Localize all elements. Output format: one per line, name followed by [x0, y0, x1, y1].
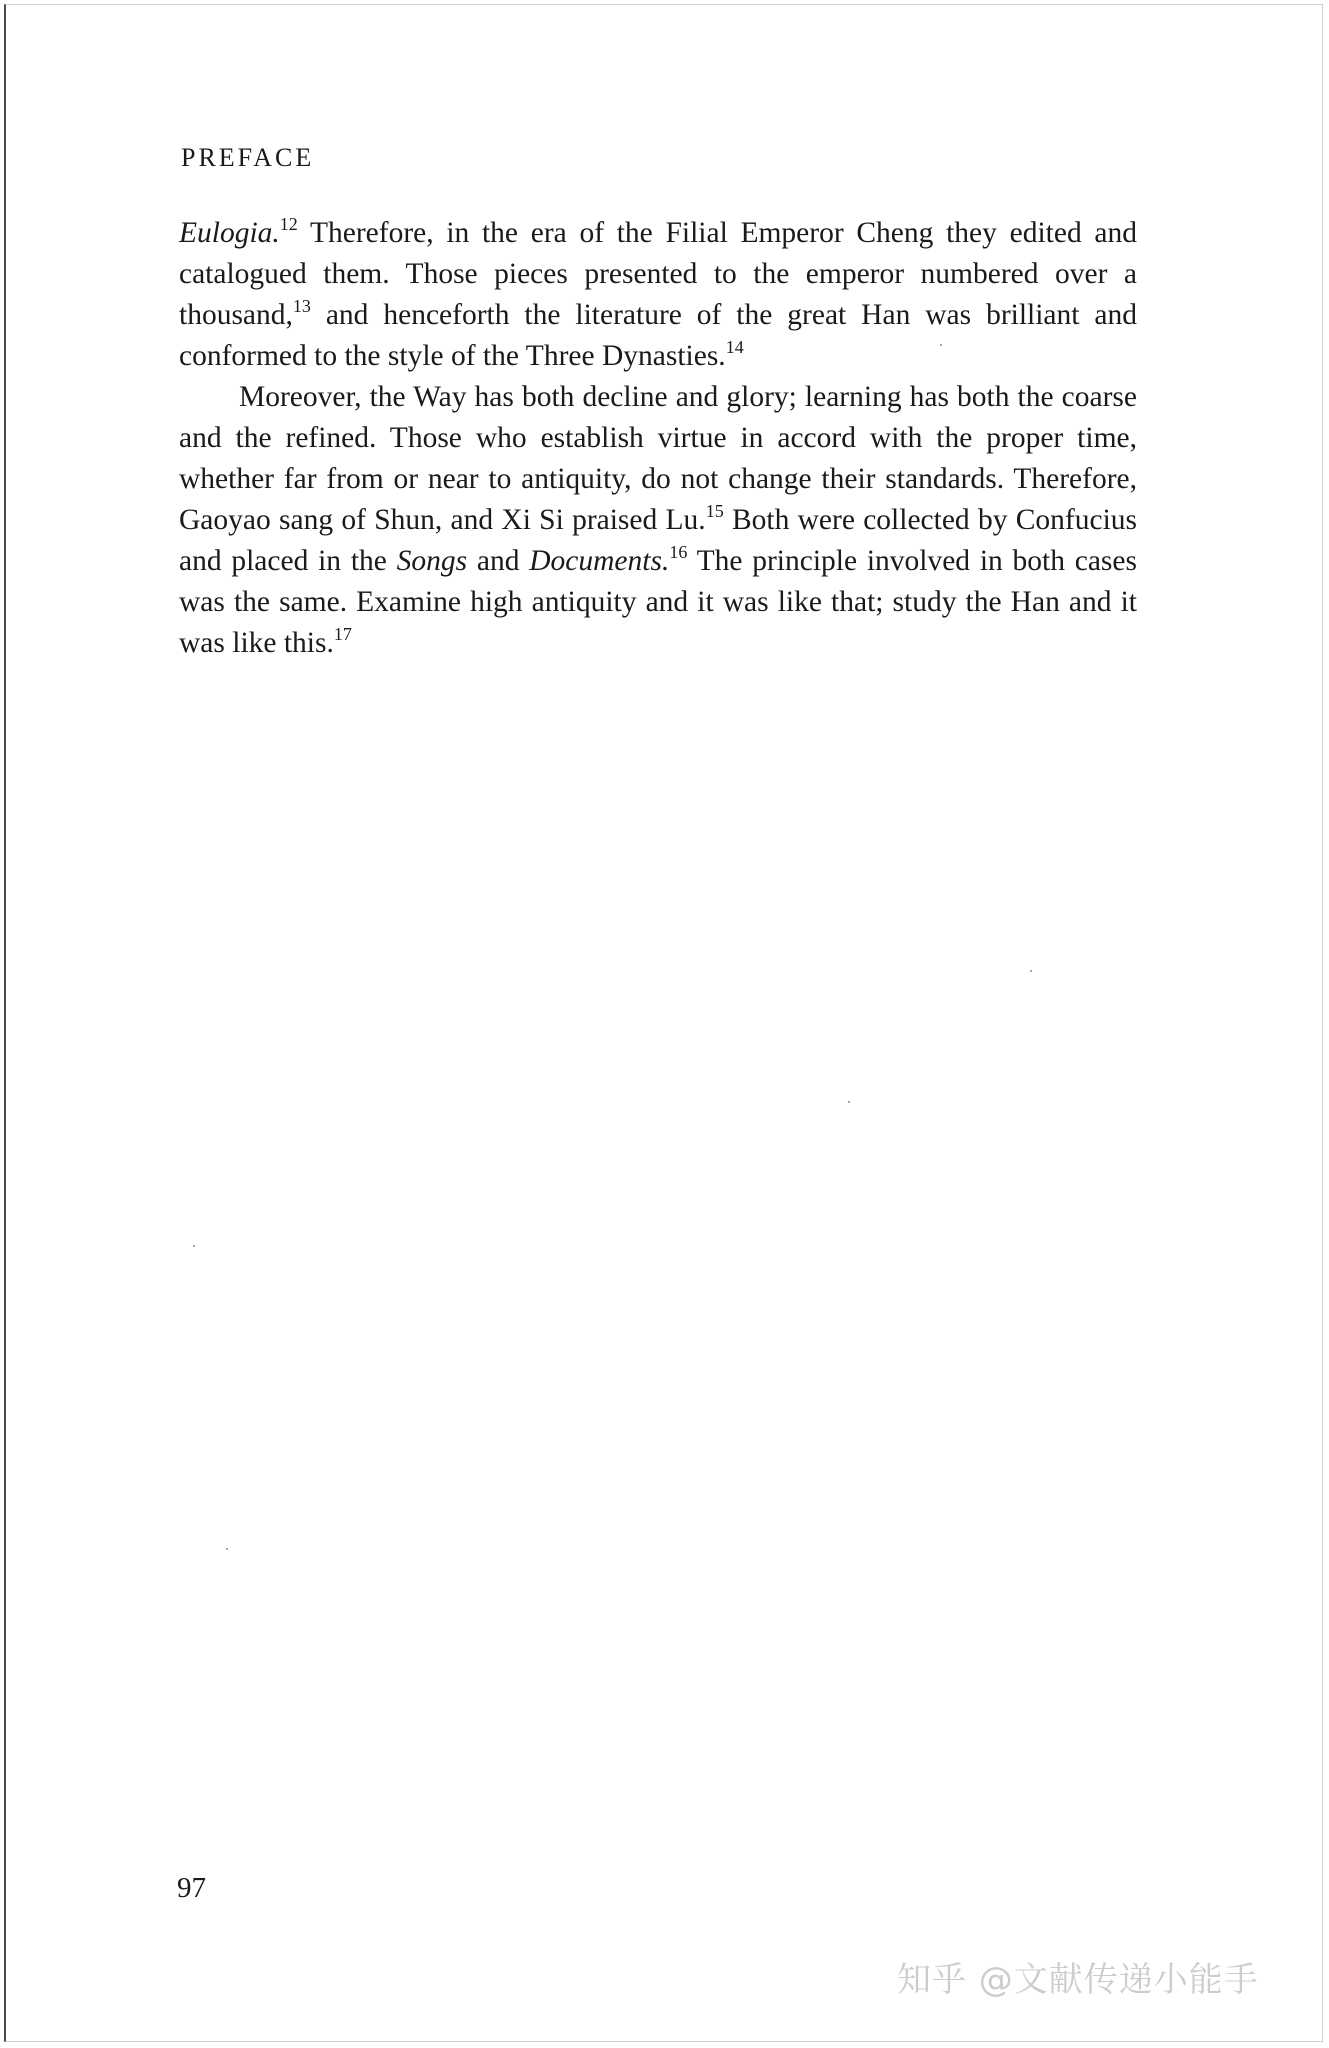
running-head: PREFACE [181, 143, 315, 172]
body-text [179, 213, 1137, 664]
page-number: 97 [177, 1872, 206, 1904]
paragraph [179, 213, 1137, 377]
footnote-marker: 16 [669, 542, 688, 562]
italic-title: Documents. [529, 545, 670, 577]
footnote-marker: 14 [725, 337, 744, 357]
text-run: and [467, 545, 530, 577]
watermark: 知乎 @文献传递小能手 [897, 1960, 1259, 2000]
text-run: Therefore, in the era of the Filial Emperor Cheng they edited and catalogued them. Those pieces presented to the emperor numbered over a thousand, [179, 217, 1137, 331]
footnote-marker: 13 [292, 296, 311, 316]
scan-speck [226, 1548, 228, 1550]
scan-speck [848, 1101, 850, 1103]
scan-speck [1030, 970, 1032, 972]
italic-title: Songs [396, 545, 468, 577]
text-run: and henceforth the literature of the great Han was brilliant and conformed to the style of the Three Dynasties. [179, 299, 1137, 372]
paragraph [179, 377, 1137, 664]
scan-speck [193, 1245, 195, 1247]
text-run: Both were collected by Confucius and placed in the [179, 504, 1138, 577]
text-run: Moreover, the Way has both decline and glory; learning has both the coarse and the refined. Those who establish virtue in accord with the proper time, whether far from or near to antiquity, do not change their standards. Therefore, Gaoyao sang of Shun, and Xi Si praised Lu. [179, 381, 1137, 536]
footnote-marker: 15 [705, 501, 724, 521]
text-run: The principle involved in both cases was the same. Examine high antiquity and it was like that; study the Han and it was like this. [179, 545, 1137, 659]
footnote-marker: 12 [279, 214, 298, 234]
footnote-marker: 17 [333, 624, 352, 644]
italic-title: Eulogia. [179, 217, 280, 249]
scan-speck [940, 344, 942, 346]
